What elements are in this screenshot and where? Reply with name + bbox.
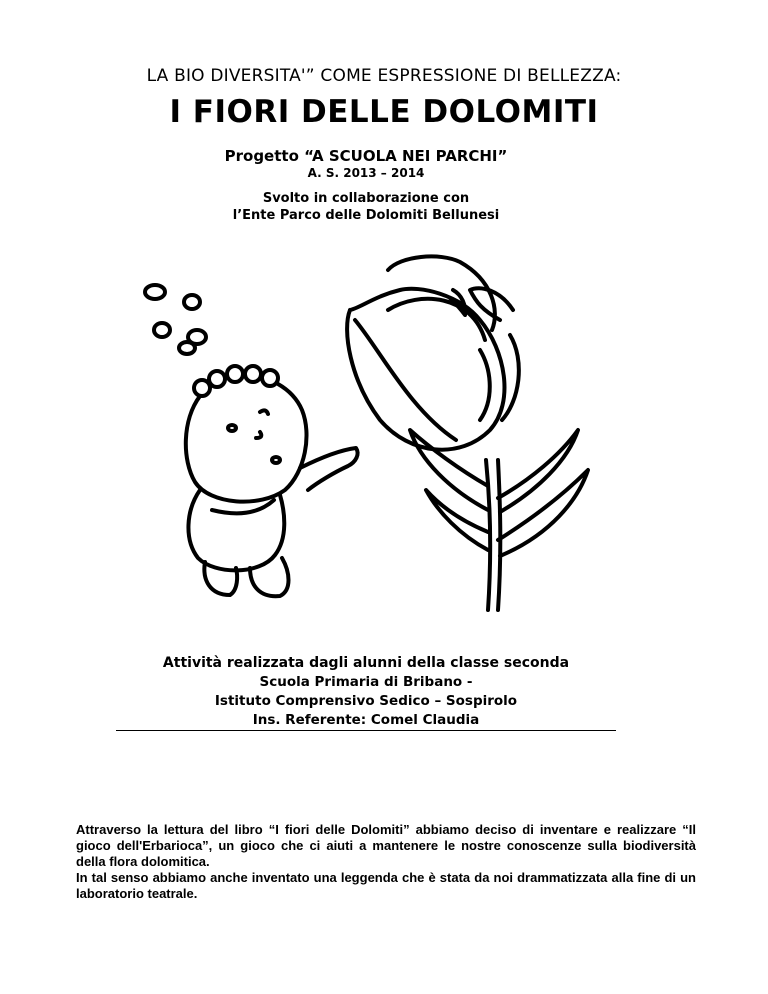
credits-institute: Istituto Comprensivo Sedico – Sospirolo: [214, 693, 518, 709]
bubble: [179, 342, 195, 354]
school-year: A. S. 2013 – 2014: [307, 166, 425, 180]
child-and-crocus-drawing: [120, 250, 620, 650]
credits-activity: Attività realizzata dagli alunni della classe seconda: [162, 655, 570, 671]
document-subtitle: LA BIO DIVERSITA'” COME ESPRESSIONE DI BELLEZZA:: [146, 66, 622, 86]
child-figure: [186, 366, 358, 596]
body-paragraph-1: Attraverso la lettura del libro “I fiori delle Dolomiti” abbiamo deciso di inventare e realizzare “Il gioco dell'Erbarioca”, un gioco che ci aiuti a mantenere le nostre conoscenze sulla biodiversità della flora dolomitica.: [76, 822, 696, 869]
credits-school: Scuola Primaria di Bribano -: [259, 674, 473, 690]
body-text: [76, 822, 696, 902]
document-title: I FIORI DELLE DOLOMITI: [169, 94, 599, 130]
project-name: Progetto “A SCUOLA NEI PARCHI”: [224, 147, 508, 165]
project-info: [116, 143, 616, 223]
collaboration-line-1: Svolto in collaborazione con: [262, 191, 470, 206]
bubble: [154, 323, 170, 337]
bubble: [184, 295, 200, 309]
divider: [116, 730, 616, 731]
bubble: [145, 285, 165, 299]
crocus-flower: [347, 256, 588, 610]
collaboration-line-2: l’Ente Parco delle Dolomiti Bellunesi: [232, 208, 500, 223]
credits-block: [116, 654, 616, 730]
credits-teacher: Ins. Referente: Comel Claudia: [252, 712, 480, 728]
body-paragraph-2: In tal senso abbiamo anche inventato una leggenda che è stata da noi drammatizzata alla fine di un laboratorio teatrale.: [76, 870, 696, 901]
